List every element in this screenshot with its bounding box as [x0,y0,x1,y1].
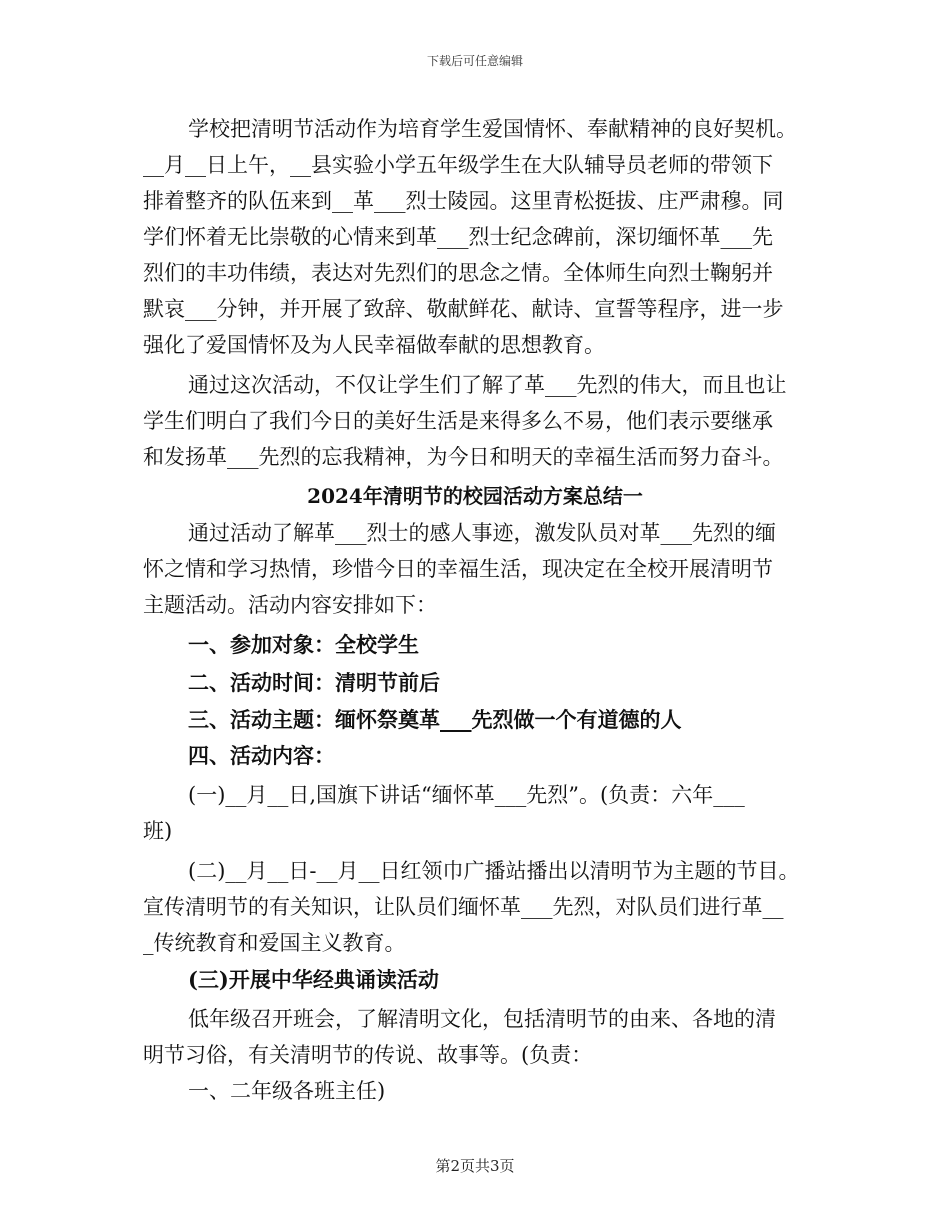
page-header: 下载后可任意编辑 [426,54,523,68]
p1-line-1: 学校把清明节活动作为培育学生爱国情怀、奉献精神的良好契机。 [188,117,797,141]
p4-line-1: 低年级召开班会，了解清明文化，包括清明节的由来、各地的清 [188,1007,776,1031]
section-theme: 三、活动主题：缅怀祭奠革___先烈做一个有道德的人 [188,707,682,732]
p1-line-4: 学们怀着无比崇敬的心情来到革___烈士纪念碑前，深切缅怀革___先 [143,225,773,249]
p2-line-3: 和发扬革___先烈的忘我精神，为今日和明天的幸福生活而努力奋斗。 [143,445,784,469]
p1-line-5: 烈们的丰功伟绩，表达对先烈们的思念之情。全体师生向烈士鞠躬并 [143,261,773,285]
p1-line-3: 排着整齐的队伍来到__革___烈士陵园。这里青松挺拔、庄严肃穆。同 [143,189,784,213]
p3-line-2: 怀之情和学习热情，珍惜今日的幸福生活，现决定在全校开展清明节 [143,557,773,581]
item2-line-1: (二)__月__日-__月__日红领巾广播站播出以清明节为主题的节目。 [188,859,800,883]
p2-line-1: 通过这次活动，不仅让学生们了解了革___先烈的伟大，而且也让 [188,373,787,397]
p1-line-7: 强化了爱国情怀及为人民幸福做奉献的思想教育。 [143,333,605,357]
section-participants: 一、参加对象：全校学生 [188,632,419,657]
section-title: 2024年清明节的校园活动方案总结一 [307,484,643,508]
p4-line-3: 一、二年级各班主任) [188,1079,386,1103]
section-time: 二、活动时间：清明节前后 [188,670,440,695]
p1-line-6: 默哀___分钟，并开展了致辞、敬献鲜花、献诗、宣誓等程序，进一步 [143,297,784,321]
section-content: 四、活动内容： [188,743,335,768]
p2-line-2: 学生们明白了我们今日的美好生活是来得多么不易，他们表示要继承 [143,409,773,433]
p3-line-3: 主题活动。活动内容安排如下： [143,593,437,617]
item2-line-3: _传统教育和爱国主义教育。 [143,931,406,955]
item1-line-2: 班) [143,819,173,843]
page-footer: 第2页共3页 [435,1157,515,1175]
p1-line-2: __月__日上午，__县实验小学五年级学生在大队辅导员老师的带领下 [143,153,773,177]
item2-line-2: 宣传清明节的有关知识，让队员们缅怀革___先烈，对队员们进行革__ [143,895,784,919]
item3-heading: (三)开展中华经典诵读活动 [188,967,439,992]
p4-line-2: 明节习俗，有关清明节的传说、故事等。(负责： [143,1043,593,1067]
p3-line-1: 通过活动了解革___烈士的感人事迹，激发队员对革___先烈的缅 [188,521,776,545]
item1-line-1: (一)__月__日,国旗下讲话“缅怀革___先烈”。(负责：六年___ [188,783,745,807]
